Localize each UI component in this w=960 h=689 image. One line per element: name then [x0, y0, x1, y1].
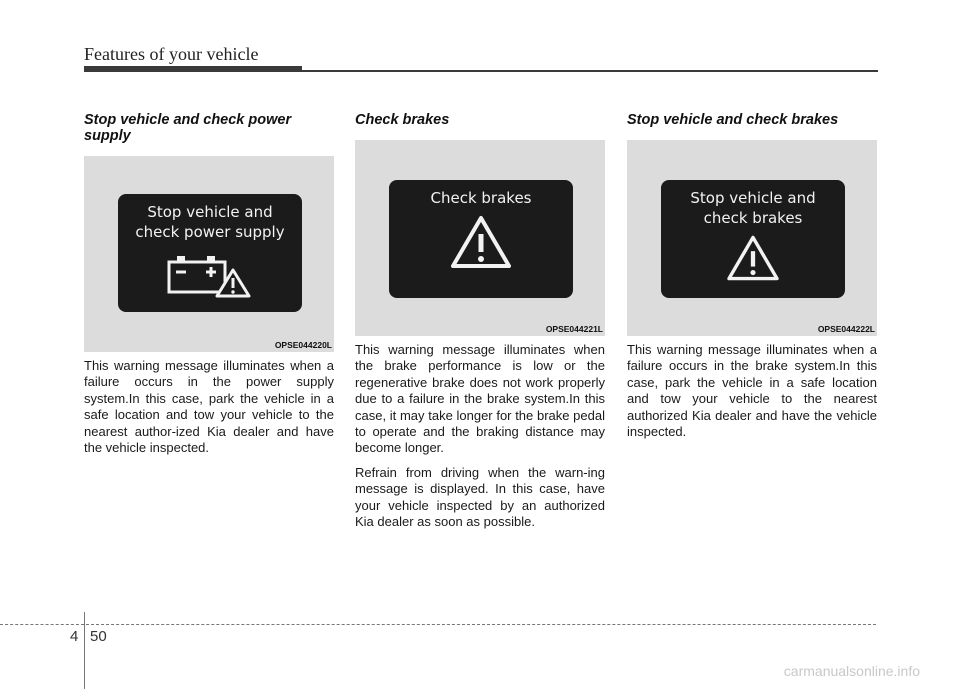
cluster-figure	[84, 156, 334, 352]
battery-warning-icon	[165, 248, 255, 303]
section-power-supply	[84, 112, 334, 464]
warning-triangle-icon	[725, 234, 781, 287]
figure-code: OPSE044220L	[274, 340, 332, 350]
warning-triangle-icon	[449, 214, 513, 275]
body-paragraph: This warning message illuminates when the brake performance is low or the regenerative brake does not work properly due to a failure in the brake system.In this case, it may take longer for the brake pedal to operate and the braking distance may become longer.	[355, 342, 605, 456]
section-stop-check-brakes	[627, 112, 877, 448]
section-heading: Stop vehicle and check brakes	[627, 112, 839, 128]
body-paragraph: This warning message illuminates when a failure occurs in the brake system.In this case, park the vehicle in a safe location and tow your vehicle to the nearest authorized Kia dealer and have the vehicle inspected.	[627, 342, 877, 440]
header-rule-thick	[84, 66, 302, 72]
header-rule-thin	[302, 70, 878, 72]
display-message: Stop vehicle and check power supply	[135, 203, 285, 241]
display-message: Check brakes	[430, 189, 532, 207]
cluster-display	[661, 180, 845, 298]
section-check-brakes	[355, 112, 605, 538]
footer-divider	[84, 612, 85, 689]
cluster-figure	[355, 140, 605, 336]
footer-rule-left	[0, 624, 84, 625]
page-number: 50	[90, 628, 107, 645]
body-paragraph: Refrain from driving when the warn-ing message is displayed. In this case, have your vehicle inspected by an authorized Kia dealer as soon as possible.	[355, 464, 605, 530]
figure-code: OPSE044221L	[545, 324, 603, 334]
section-heading: Stop vehicle and check power supply	[84, 112, 292, 144]
display-message: Stop vehicle and check brakes	[690, 189, 816, 227]
page-header-title: Features of your vehicle	[84, 44, 259, 64]
cluster-display	[118, 194, 302, 312]
section-heading: Check brakes	[355, 112, 450, 128]
cluster-display	[389, 180, 573, 298]
body-paragraph: This warning message illuminates when a failure occurs in the power supply system.In this case, park the vehicle in a safe location and tow your vehicle to the nearest author-ized Kia dealer and have the vehicle inspected.	[84, 358, 334, 456]
chapter-number: 4	[70, 628, 79, 645]
cluster-figure	[627, 140, 877, 336]
footer-rule-right	[86, 624, 876, 625]
figure-code: OPSE044222L	[817, 324, 875, 334]
watermark: carmanualsonline.info	[783, 663, 920, 679]
